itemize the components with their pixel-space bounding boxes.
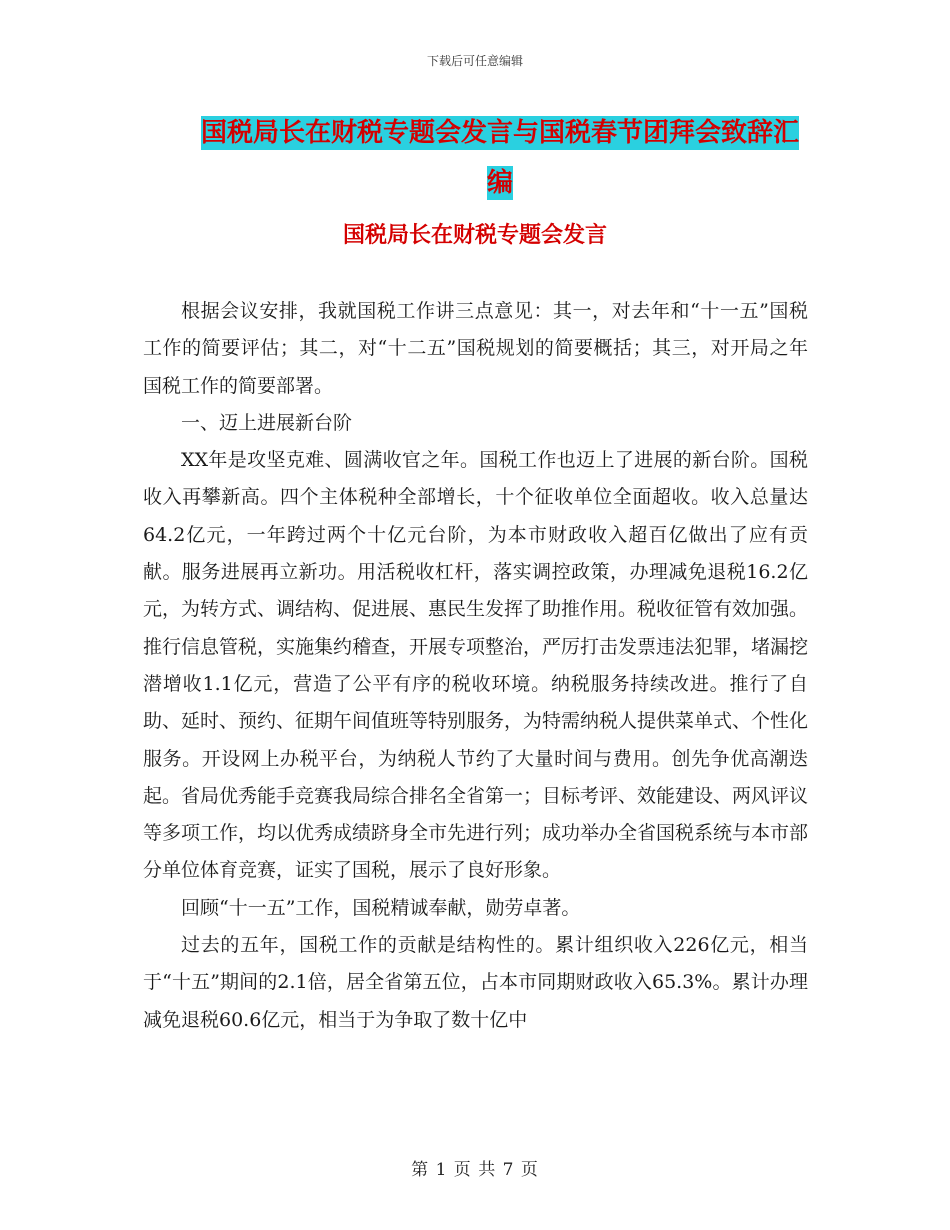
document-title (190, 108, 810, 208)
paragraph-heading-1: 一、迈上进展新台阶 (181, 411, 353, 434)
paragraph-summary: 回顾“十一五”工作，国税精诚奉献，勋劳卓著。 (181, 896, 581, 919)
document-title-text: 国税局长在财税专题会发言与国税春节团拜会致辞汇编 (200, 118, 799, 198)
page-footer: 第 1 页 共 7 页 (411, 1160, 539, 1180)
document-body (143, 293, 808, 1039)
paragraph-five-years: 过去的五年，国税工作的贡献是结构性的。累计组织收入226亿元，相当于“十五”期间的2.1倍，居全省第五位，占本市同期财政收入65.3%。累计办理减免退税60.6亿元，相当于为争取了数十亿中 (143, 934, 808, 1031)
paragraph-review: XX年是攻坚克难、圆满收官之年。国税工作也迈上了进展的新台阶。国税收入再攀新高。四个主体税种全部增长，十个征收单位全面超收。收入总量达64.2亿元，一年跨过两个十亿元台阶，为本市财政收入超百亿做出了应有贡献。服务进展再立新功。用活税收杠杆，落实调控政策，办理减免退税16.2亿元，为转方式、调结构、促进展、惠民生发挥了助推作用。税收征管有效加强。推行信息管税，实施集约稽查，开展专项整治，严厉打击发票违法犯罪，堵漏挖潜增收1.1亿元，营造了公平有序的税收环境。纳税服务持续改进。推行了自助、延时、预约、征期午间值班等特别服务，为特需纳税人提供菜单式、个性化服务。开设网上办税平台，为纳税人节约了大量时间与费用。创先争优高潮迭起。省局优秀能手竞赛我局综合排名全省第一；目标考评、效能建设、两风评议等多项工作，均以优秀成绩跻身全市先进行列；成功举办全省国税系统与本市部分单位体育竞赛，证实了国税，展示了良好形象。 (143, 449, 809, 882)
section-title: 国税局长在财税专题会发言 (342, 223, 607, 248)
header-note: 下载后可任意编辑 (426, 54, 523, 68)
paragraph-intro: 根据会议安排，我就国税工作讲三点意见：其一，对去年和“十一五”国税工作的简要评估；其二，对“十二五”国税规划的简要概括；其三，对开局之年国税工作的简要部署。 (143, 300, 808, 397)
